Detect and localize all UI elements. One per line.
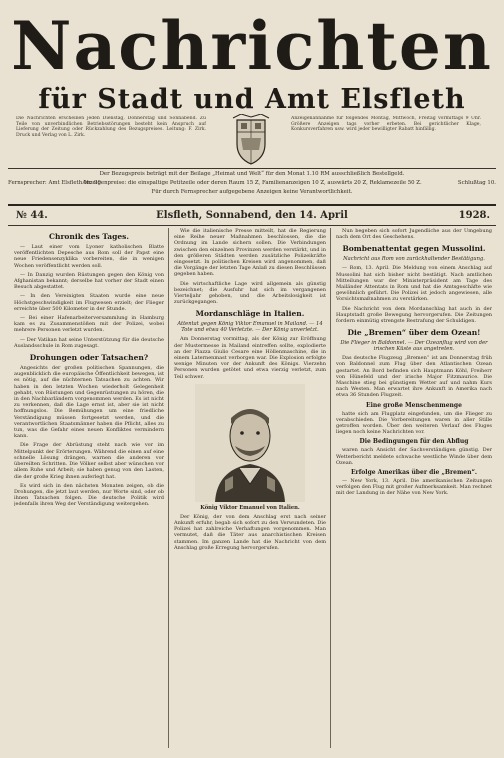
newspaper-page bbox=[8, 6, 496, 752]
rule-mid bbox=[8, 204, 496, 206]
article-heading: Die „Bremen“ über dem Ozean! bbox=[347, 328, 481, 338]
column-divider bbox=[330, 228, 331, 748]
article-heading: Drohungen oder Tatsachen? bbox=[29, 353, 149, 363]
deadline-info: Schlußtag 10. bbox=[457, 180, 496, 186]
article-paragraph: Wie die italienische Presse mitteilt, hat die Regierung eine Reihe neuer Maßnahmen beschlossen, die die Ordnung im Lande sichern sollen. Die Verbindungen zwischen den einzelnen Provinzen werden verstärkt, und in den größeren Städten werden zusätzliche Polizeikräfte eingesetzt. In politischen Kreisen wird angenommen, daß die Vorgänge der letzten Tage Anlaß zu diesen Beschlüssen gegeben haben. bbox=[174, 228, 326, 278]
place-date: Elsfleth, Sonnabend, den 14. April bbox=[156, 210, 348, 221]
article-paragraph: Nun begeben sich sofort Jugendliche aus der Umgebung nach dem Ort des Geschehens. bbox=[336, 228, 492, 241]
rule-bottom bbox=[8, 225, 496, 226]
newspaper-title: Nachrichten bbox=[11, 7, 493, 85]
phone-disclaimer: Für durch Fernsprecher aufgegebene Anzeigen keine Verantwortlichkeit. bbox=[151, 189, 353, 195]
article-paragraph: — New York, 13. April. Die amerikanischen Zeitungen verfolgen den Flug mit großer Aufmerksamkeit. Man rechnet mit der Landung in der Nähe von New York. bbox=[336, 478, 492, 497]
article-paragraph: — In den Vereinigten Staaten wurde eine neue Höchstgeschwindigkeit im Flugwesen erzielt; der Flieger erreichte über 500 Kilometer in der Stunde. bbox=[14, 293, 164, 312]
column-2 bbox=[174, 228, 326, 748]
issue-year: 1928. bbox=[458, 210, 490, 221]
article-subheading: Attentat gegen König Viktor Emanuel in Mailand. — 14 Tote und etwa 40 Verletzte. — Der König unverletzt. bbox=[177, 321, 323, 334]
column-divider bbox=[168, 228, 169, 748]
portrait-caption: König Viktor Emanuel von Italien. bbox=[200, 504, 300, 511]
article-subheading: Nachricht aus Rom von zurückhaltender Bestätigung. bbox=[343, 256, 485, 263]
issue-number: № 44. bbox=[16, 210, 48, 221]
newspaper-subtitle: für Stadt und Amt Elsfleth bbox=[38, 84, 466, 115]
column-1 bbox=[14, 228, 164, 748]
elsfleth-coat-of-arms-icon bbox=[215, 114, 287, 166]
article-paragraph: Der König, der von dem Anschlag erst nach seiner Ankunft erfuhr, begab sich sofort zu den Verwundeten. Die Polizei hat zahlreiche Verhaftungen vorgenommen. Man vermutet, daß die Täter aus anarchistischen Kreisen stammen. Im ganzen Lande hat die Nachricht von dem Anschlag große Erregung hervorgerufen. bbox=[174, 513, 326, 551]
column-3 bbox=[336, 228, 492, 748]
article-paragraph: — Der Vatikan hat seine Unterstützung für die deutsche Auslandsschule in Rom zugesagt. bbox=[14, 336, 164, 349]
ad-prices: Anzeigenpreise: die einspaltige Petitzeile oder deren Raum 15 Z, Familienanzeigen 10 Z, auswärts 20 Z, Reklamezeile 50 Z. bbox=[82, 180, 422, 186]
article-heading: Bombenattentat gegen Mussolini. bbox=[342, 244, 486, 254]
article-paragraph: — In Danzig wurden Rüstungen gegen den König von Afghanistan bekannt; derselbe hat vorher der Stadt einen Besuch abgestattet. bbox=[14, 271, 164, 291]
article-paragraph: Am Donnerstag vormittag, als der König zur Eröffnung der Mustermesse in Mailand eintreffen sollte, explodierte an der Piazza Giulio Cesare eine Höllenmaschine, die in einem Laternenmast verborgen war. Die Explosion erfolgte wenige Minuten vor der Ankunft des Königs. Vierzehn Personen wurden getötet und etwa vierzig verletzt, zum Teil schwer. bbox=[174, 336, 326, 380]
rule-top bbox=[8, 168, 496, 169]
article-subheading: Die Flieger in Baldonnel. — Der Ozeanflug wird von der irischen Küste aus angetreten. bbox=[340, 340, 488, 353]
section-heading: Die Bedingungen für den Abflug bbox=[359, 438, 469, 446]
article-paragraph: waren nach Ansicht der Sachverständigen günstig. Der Wetterbericht meldete schwache westliche Winde über dem Ozean. bbox=[336, 447, 492, 466]
article-paragraph: Das deutsche Flugzeug „Bremen“ ist am Donnerstag früh von Baldonnel zum Flug über den Atlantischen Ozean gestartet. An Bord befinden sich Hauptmann Köhl, Freiherr von Hünefeld und der irische Major Fitzmaurice. Die Maschine stieg bei günstigem Wetter auf und nahm Kurs nach Westen. Man erwartet ihre Ankunft in Amerika nach etwa 36 Stunden Flugzeit. bbox=[336, 355, 492, 399]
king-portrait-illustration bbox=[195, 384, 305, 502]
masthead-right-notice: Anzeigenannahme für folgendes Montag, Mittwoch, Freitag vormittags 9 Uhr. Größere Anzeigen tags vorher erbeten. Bei gerichtlicher Klage, Konkursverfahren usw. wird jeder bewilligter Rabatt hinfällig. bbox=[291, 116, 481, 133]
masthead-left-notice: Die Nachrichten erscheinen jeden Dienstag, Donnerstag und Sonnabend. Zu Teile von unverbindlichen Betriebsstörungen besteht kein Anspruch auf Lieferung der Zeitung oder Rückzahlung des Bezugspreises. Leitung: F. Zirk. Druck und Verlag von L. Zirk. bbox=[16, 116, 206, 138]
article-paragraph: Die wirtschaftliche Lage wird allgemein als günstig bezeichnet; die Ausfuhr hat sich im vergangenen Vierteljahr gehoben, und die Arbeitslosigkeit ist zurückgegangen. bbox=[174, 280, 326, 306]
article-heading: Mordanschläge in Italien. bbox=[195, 309, 305, 319]
article-paragraph: hatte sich am Flugplatz eingefunden, um die Flieger zu verabschieden. Die Vorbereitungen waren in aller Stille getroffen worden. Über den weiteren Verlauf des Fluges liegen noch keine Nachrichten vor. bbox=[336, 410, 492, 436]
article-paragraph: — Rom, 13. April. Die Meldung von einem Anschlag auf Mussolini hat sich bisher nicht bestätigt. Nach amtlichen Mitteilungen war der Ministerpräsident am Tage des Mailänder Attentats in Rom und hat die Amtsgeschäfte wie gewöhnlich geführt. Die Polizei ist jedoch angewiesen, alle Vorsichtsmaßnahmen zu verstärken. bbox=[336, 265, 492, 303]
section-heading: Eine große Menschenmenge bbox=[366, 401, 462, 409]
dateline bbox=[8, 208, 496, 224]
article-paragraph: Die Frage der Abrüstung steht nach wie vor im Mittelpunkt der Erörterungen. Während die einen auf eine schnelle Lösung drängen, warnen die anderen vor übereilten Schritten. Die Völker selbst aber wünschen vor allem Ruhe und Arbeit; sie haben genug von den Lasten, die der große Krieg ihnen auferlegt hat. bbox=[14, 442, 164, 480]
advertising-info bbox=[8, 180, 496, 187]
article-paragraph: Angesichts der großen politischen Spannungen, die augenblicklich die europäische Öffentlichkeit bewegen, ist es nötig, auf die nüchternen Tatsachen zu achten. Wir haben in den letzten Wochen wiederholt Gelegenheit gehabt, von Rüstungen und Gegenrüstungen zu hören, die in den Nachbarländern vorgenommen werden. Es ist nicht zu verkennen, daß die Lage ernst ist, aber sie ist nicht hoffnungslos. Die Bemühungen um eine friedliche Verständigung müssen fortgesetzt werden, und die verantwortlichen Staatsmänner haben die Pflicht, alles zu tun, was die Gefahr eines neuen Konfliktes vermindern kann. bbox=[14, 365, 164, 440]
article-heading: Chronik des Tages. bbox=[49, 232, 129, 241]
article-paragraph: Es wird sich in den nächsten Monaten zeigen, ob die Drohungen, die jetzt laut werden, nur Worte sind, oder ob ihnen Tatsachen folgen. Die deutsche Politik wird jedenfalls ihren Weg der Verständigung weitergehen. bbox=[14, 482, 164, 508]
article-paragraph: — Laut einer vom Lyoner katholischen Blatte veröffentlichten Depesche aus Rom soll der Papst eine neue Friedensenzyklika vorbereiten, die in wenigen Wochen veröffentlicht werden soll. bbox=[14, 244, 164, 269]
subscription-info: Der Bezugspreis beträgt mit der Beilage „Heimat und Welt“ für den Monat 1.10 RM ausschließlich Bestellgeld. bbox=[99, 171, 405, 177]
article-paragraph: Die Nachricht von dem Mordanschlag hat auch in der Hauptstadt große Bewegung hervorgerufen. Die Zeitungen fordern einmütig strengste Bestrafung der Schuldigen. bbox=[336, 305, 492, 325]
section-heading: Erfolge Amerikas über die „Bremen“. bbox=[350, 469, 478, 477]
phone-info: Fernsprecher: Amt Elsfleth Nr. 90 bbox=[8, 180, 101, 186]
article-paragraph: — Bei einer Hafenarbeiterversammlung in Hamburg kam es zu Zusammenstößen mit der Polizei, wobei mehrere Personen verletzt wurden. bbox=[14, 315, 164, 334]
